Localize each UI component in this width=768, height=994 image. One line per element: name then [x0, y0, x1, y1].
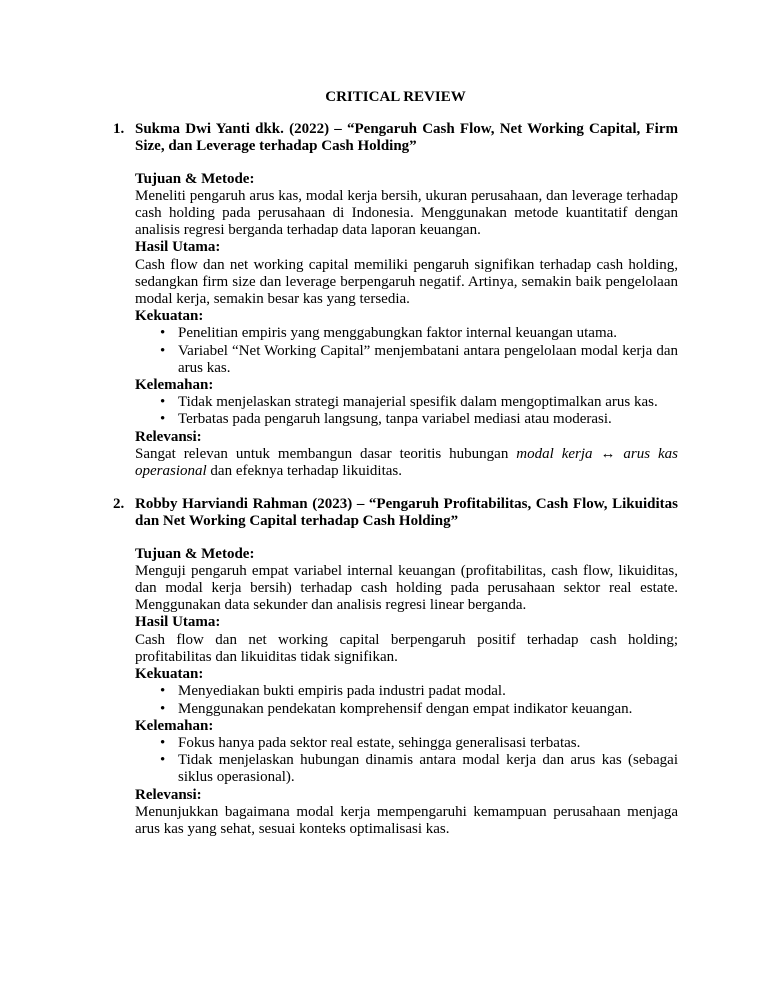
hasil-label: Hasil Utama:: [135, 239, 221, 256]
relevansi-italic: modal kerja ↔ arus kas operasional: [135, 445, 678, 480]
review-entry-1: [113, 121, 678, 480]
entry-number: 1.: [113, 121, 125, 138]
list-item: • Fokus hanya pada sektor real estate, sehingga generalisasi terbatas.: [135, 735, 678, 752]
list-item: • Menggunakan pendekatan komprehensif dengan empat indikator keuangan.: [135, 701, 678, 718]
relevansi-label: Relevansi:: [135, 786, 202, 803]
entry-body: [135, 121, 678, 480]
hasil-text: Cash flow dan net working capital memiliki pengaruh signifikan terhadap cash holding, sedangkan firm size dan leverage berpengaruh negatif. Artinya, semakin baik pengelolaan modal kerja, semakin besar kas yang tersedia.: [135, 256, 678, 308]
tujuan-label: Tujuan & Metode:: [135, 545, 255, 562]
kekuatan-label: Kekuatan:: [135, 666, 204, 683]
kelemahan-list: [135, 394, 678, 428]
list-item: • Terbatas pada pengaruh langsung, tanpa variabel mediasi atau moderasi.: [135, 411, 678, 428]
list-item: • Menyediakan bukti empiris pada industri padat modal.: [135, 683, 678, 700]
list-item: • Tidak menjelaskan strategi manajerial spesifik dalam mengoptimalkan arus kas.: [135, 394, 678, 411]
hasil-label: Hasil Utama:: [135, 614, 221, 631]
kelemahan-list: [135, 735, 678, 787]
kelemahan-label: Kelemahan:: [135, 377, 214, 394]
entry-number: 2.: [113, 496, 125, 513]
relevansi-label: Relevansi:: [135, 428, 202, 445]
document-page: [113, 89, 678, 838]
relevansi-pre: Sangat relevan untuk membangun dasar teoritis hubungan: [135, 445, 517, 462]
review-entry-2: [113, 496, 678, 838]
kekuatan-label: Kekuatan:: [135, 308, 204, 325]
entry-heading: Sukma Dwi Yanti dkk. (2022) – “Pengaruh Cash Flow, Net Working Capital, Firm Size, dan Leverage terhadap Cash Holding”: [135, 121, 678, 155]
kekuatan-list: [135, 683, 678, 717]
tujuan-text: Meneliti pengaruh arus kas, modal kerja bersih, ukuran perusahaan, dan leverage terhadap cash holding pada perusahaan di Indonesia. Menggunakan metode kuantitatif dengan analisis regresi berganda terhadap data laporan keuangan.: [135, 187, 678, 239]
entry-heading: Robby Harviandi Rahman (2023) – “Pengaruh Profitabilitas, Cash Flow, Likuiditas dan Net Working Capital terhadap Cash Holding”: [135, 496, 678, 530]
document-title: CRITICAL REVIEW: [325, 89, 466, 105]
tujuan-label: Tujuan & Metode:: [135, 170, 255, 187]
kelemahan-label: Kelemahan:: [135, 717, 214, 734]
relevansi-text: [135, 446, 678, 480]
list-item: • Variabel “Net Working Capital” menjembatani antara pengelolaan modal kerja dan arus kas.: [135, 343, 678, 377]
list-item: • Penelitian empiris yang menggabungkan faktor internal keuangan utama.: [135, 325, 678, 342]
tujuan-text: Menguji pengaruh empat variabel internal keuangan (profitabilitas, cash flow, likuiditas, dan modal kerja bersih) terhadap cash holding pada perusahaan sektor real estate. Menggunakan data sekunder dan analisis regresi linear berganda.: [135, 562, 678, 614]
relevansi-post: dan efeknya terhadap likuiditas.: [206, 463, 403, 480]
kekuatan-list: [135, 325, 678, 377]
list-item: • Tidak menjelaskan hubungan dinamis antara modal kerja dan arus kas (sebagai siklus operasional).: [135, 752, 678, 786]
hasil-text: Cash flow dan net working capital berpengaruh positif terhadap cash holding; profitabilitas dan likuiditas tidak signifikan.: [135, 631, 678, 665]
entry-body: [135, 496, 678, 838]
relevansi-text: Menunjukkan bagaimana modal kerja mempengaruhi kemampuan perusahaan menjaga arus kas yang sehat, sesuai konteks optimalisasi kas.: [135, 803, 678, 837]
